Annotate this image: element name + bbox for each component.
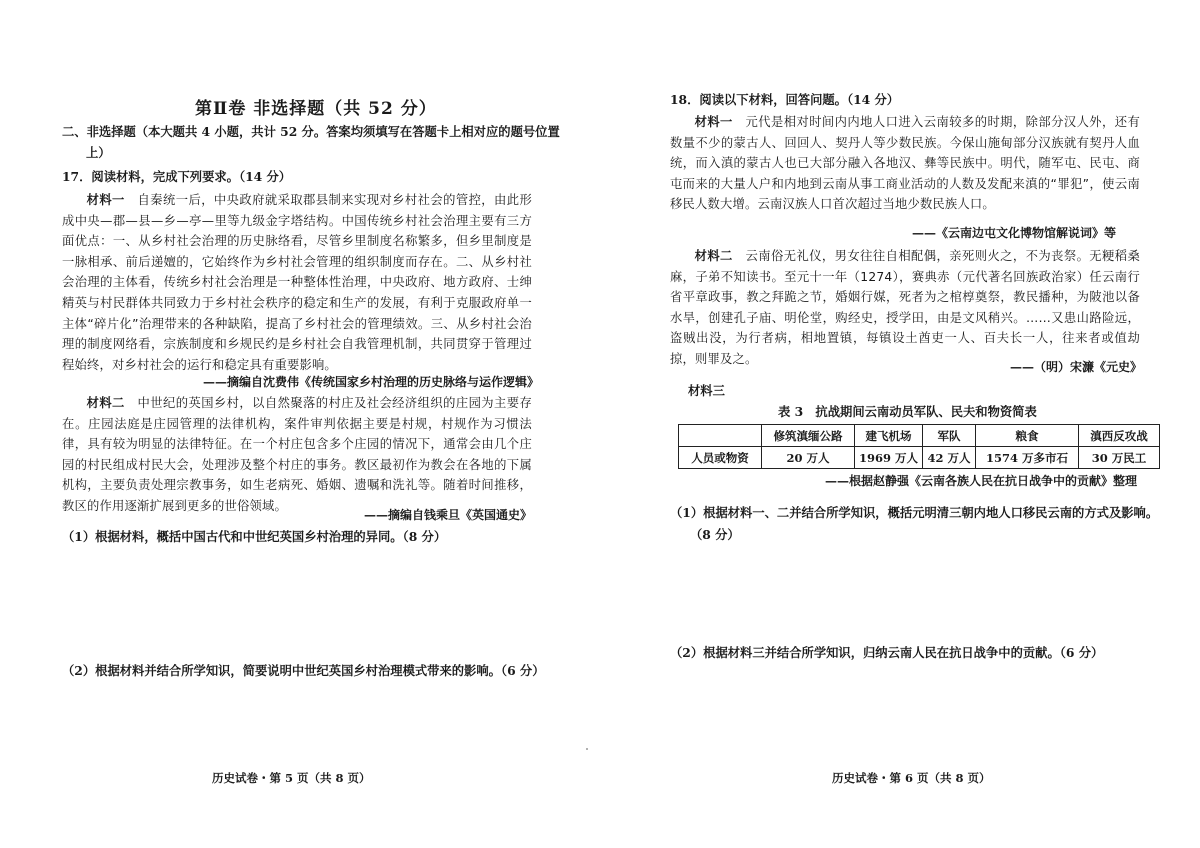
table-row-label: 人员或物资	[679, 447, 762, 469]
q18-title: 18．阅读以下材料，回答问题。（14 分）	[670, 92, 900, 107]
q18-question-1-line-2: （8 分）	[690, 527, 740, 542]
table-header-cell: 粮食	[976, 425, 1079, 447]
table-cell: 1969 万人	[855, 447, 923, 469]
table-header-cell	[679, 425, 762, 447]
table-header-cell: 军队	[923, 425, 976, 447]
table-cell: 42 万人	[923, 447, 976, 469]
q17-material-1	[62, 190, 532, 375]
table-header-cell: 建飞机场	[855, 425, 923, 447]
q18-material-2	[670, 246, 1140, 370]
q17-material-1-source: ——摘编自沈费伟《传统国家乡村治理的历史脉络与运作逻辑》	[203, 375, 540, 389]
table-cell: 30 万民工	[1079, 447, 1160, 469]
q18-material-2-source: ——（明）宋濂《元史》	[1010, 360, 1143, 374]
table-source: ——根据赵静强《云南各族人民在抗日战争中的贡献》整理	[825, 474, 1138, 488]
table-header-cell: 滇西反攻战	[1079, 425, 1160, 447]
q18-material-2-text: 云南俗无礼仪，男女往往自相配偶，亲死则火之，不为丧祭。无粳稻桑麻，子弟不知读书。至元十一年（1274），赛典赤（元代著名回族政治家）任云南行省平章政事，教之拜跪之节，婚姻行媒，死者为之棺椁奠祭，教民播种，为陂池以备水旱，创建孔子庙、明伦堂，购经史，授学田，由是文风稍兴。……又患山路险远，盗贼出没，为行者病，相地置镇，每镇设土酋吏一人、百夫长一人，往来者或值劫掠，则罪及之。	[670, 249, 1140, 366]
table-caption: 表 3 抗战期间云南动员军队、民夫和物资简表	[778, 404, 1037, 419]
q17-material-2-source: ——摘编自钱乘旦《英国通史》	[364, 508, 533, 522]
q17-material-1-text: 自秦统一后，中央政府就采取郡县制来实现对乡村社会的管控，由此形成中央—郡—县—乡—亭—里等九级金字塔结构。中国传统乡村社会治理主要有三方面优点：一、从乡村社会治理的历史脉络看，尽管乡里制度名称繁多，但乡里制度是一脉相承、前后递嬗的，它始终作为乡村社会管理的组织制度而存在。二、从乡村社会治理的主体看，传统乡村社会治理是一种整体性治理，中央政府、地方政府、士绅精英与村民群体共同致力于乡村社会秩序的稳定和生产的发展，有利于克服政府单一主体“碎片化”治理带来的各种缺陷，提高了乡村社会的管理绩效。三、从乡村社会治理的制度网络看，宗族制度和乡规民约是乡村社会自我管理机制，共同贯穿于管理过程始终，对乡村社会的运行和稳定具有重要影响。	[62, 193, 532, 372]
q17-material-1-label: 材料一	[86, 192, 125, 207]
table-row	[679, 447, 1160, 469]
right-page-footer: 历史试卷・第 6 页（共 8 页）	[832, 771, 991, 785]
table-cell: 20 万人	[762, 447, 855, 469]
q18-material-3-label: 材料三	[688, 383, 725, 398]
table-header-cell: 修筑滇缅公路	[762, 425, 855, 447]
q17-material-2-label: 材料二	[86, 395, 125, 410]
q17-question-1: （1）根据材料，概括中国古代和中世纪英国乡村治理的异同。（8 分）	[62, 529, 447, 544]
q18-material-1-source: ——《云南边屯文化博物馆解说词》等	[912, 226, 1117, 240]
q18-question-2: （2）根据材料三并结合所学知识，归纳云南人民在抗日战争中的贡献。（6 分）	[670, 645, 1104, 660]
instruction-line-1: 二、非选择题（本大题共 4 小题，共计 52 分。答案均须填写在答题卡上相对应的题号位置	[62, 124, 560, 139]
q17-question-2: （2）根据材料并结合所学知识，简要说明中世纪英国乡村治理模式带来的影响。（6 分）	[62, 663, 545, 678]
instruction-line-2: 上）	[86, 145, 111, 160]
mobilization-table	[678, 424, 1160, 469]
q18-material-1	[670, 112, 1140, 215]
q18-material-1-text: 元代是相对时间内内地人口进入云南较多的时期，除部分汉人外，还有数量不少的蒙古人、回回人、契丹人等少数民族。今保山施甸部分汉族就有契丹人血统，而入滇的蒙古人也已大部分融入各地汉、彝等民族中。明代，随军屯、民屯、商屯而来的大量人户和内地到云南从事工商业活动的人数及发配来滇的“罪犯”，使云南移民人数大增。云南汉族人口首次超过当地少数民族人口。	[670, 115, 1140, 212]
q17-title: 17．阅读材料，完成下列要求。（14 分）	[62, 169, 292, 184]
section-title: 第Ⅱ卷 非选择题（共 52 分）	[195, 99, 437, 119]
left-page-footer: 历史试卷・第 5 页（共 8 页）	[212, 771, 371, 785]
q18-material-2-label: 材料二	[694, 248, 733, 263]
scan-dot	[586, 748, 588, 750]
q17-material-2	[62, 393, 532, 517]
table-cell: 1574 万多市石	[976, 447, 1079, 469]
q17-material-2-text: 中世纪的英国乡村，以自然聚落的村庄及社会经济组织的庄园为主要存在。庄园法庭是庄园管理的法律机构，案件审判依据主要是村规，村规作为习惯法律，具有较为明显的法律特征。在一个村庄包含多个庄园的情况下，通常会由几个庄园的村民组成村民大会，处理涉及整个村庄的事务。教区最初作为教会在各地的下属机构，主要负责处理宗教事务，如生老病死、婚姻、遗嘱和洗礼等。随着时间推移，教区的作用逐渐扩展到更多的世俗领域。	[62, 396, 532, 513]
table-header-row	[679, 425, 1160, 447]
q18-material-1-label: 材料一	[694, 114, 733, 129]
q18-question-1-line-1: （1）根据材料一、二并结合所学知识，概括元明清三朝内地人口移民云南的方式及影响。	[670, 505, 1159, 520]
